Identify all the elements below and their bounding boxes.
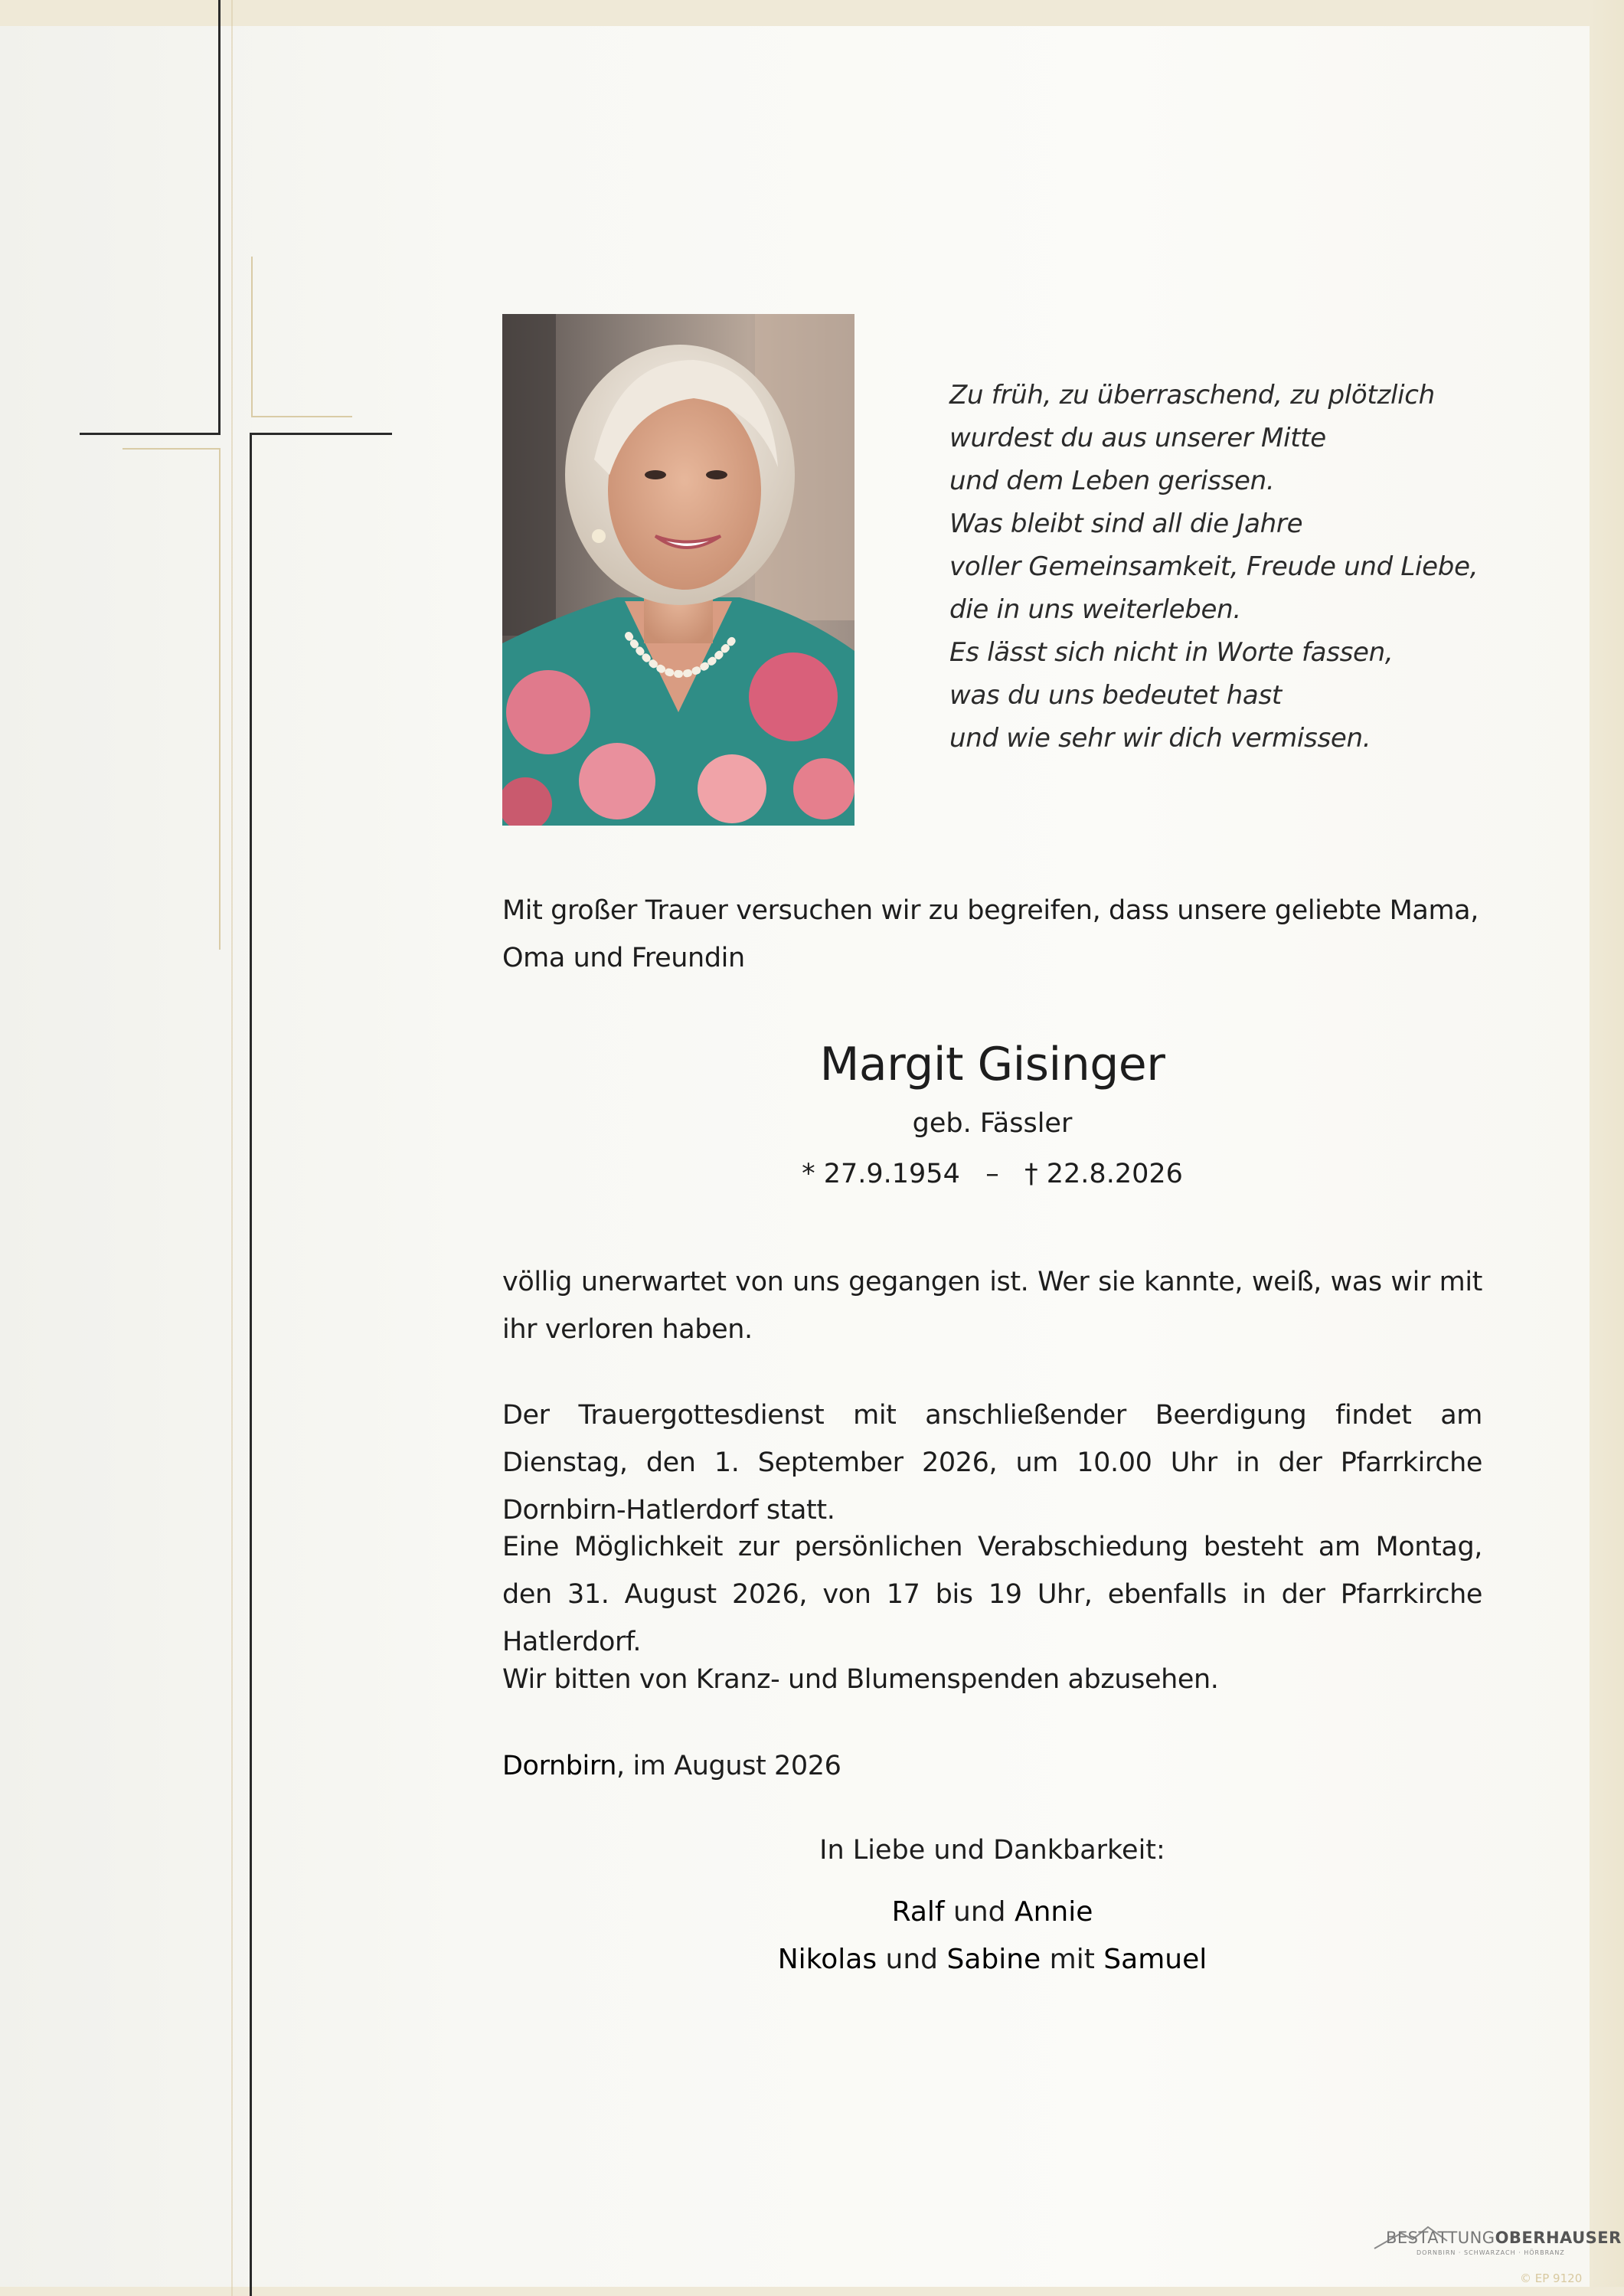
family-line-2 bbox=[502, 1936, 1482, 1984]
poem-line: Zu früh, zu überraschend, zu plötzlich bbox=[949, 380, 1435, 410]
birth-date: * 27.9.1954 bbox=[802, 1159, 960, 1189]
family-member: Nikolas bbox=[777, 1944, 877, 1975]
right-margin bbox=[1590, 0, 1624, 2296]
family-member: Ralf bbox=[891, 1896, 945, 1928]
life-dates bbox=[502, 1154, 1482, 1194]
date-dash: – bbox=[985, 1159, 999, 1189]
connector: und bbox=[877, 1944, 947, 1975]
paragraph-passing: völlig unerwartet von uns gegangen ist. Wer sie kannte, weiß, was wir mit ihr verloren haben. bbox=[502, 1267, 1482, 1345]
logo-word-2: OBERHAUSER bbox=[1495, 2229, 1622, 2247]
paragraph-flowers: Wir bitten von Kranz- und Blumenspenden abzusehen. bbox=[502, 1664, 1219, 1695]
poem-line: Es lässt sich nicht in Worte fassen, bbox=[949, 637, 1394, 668]
paragraph-funeral: Der Trauergottesdienst mit anschließender Beerdigung findet am Dienstag, den 1. September 2026, um 10.00 Uhr in der Pfarrkirche Dornbirn-Hatlerdorf statt. bbox=[502, 1400, 1482, 1526]
logo-word-1: BESTATTUNG bbox=[1386, 2229, 1495, 2247]
death-date: † 22.8.2026 bbox=[1024, 1159, 1183, 1189]
poem-line: die in uns weiterleben. bbox=[949, 594, 1241, 625]
family-member: Samuel bbox=[1103, 1944, 1207, 1975]
poem-line: was du uns bedeutet hast bbox=[949, 680, 1282, 711]
closing-line: In Liebe und Dankbarkeit: bbox=[819, 1835, 1165, 1866]
date-text: , im August 2026 bbox=[616, 1751, 841, 1781]
connector: mit bbox=[1041, 1944, 1104, 1975]
paragraph-farewell: Eine Möglichkeit zur persönlichen Verabschiedung besteht am Montag, den 31. August 2026, von 17 bis 19 Uhr, ebenfalls in der Pfarrkirche Hatlerdorf. bbox=[502, 1532, 1482, 1657]
bottom-margin bbox=[0, 2287, 1624, 2296]
memorial-poem bbox=[949, 374, 1531, 760]
poem-line: Was bleibt sind all die Jahre bbox=[949, 509, 1303, 539]
logo-subtitle: DORNBIRN · SCHWARZACH · HÖRBRANZ bbox=[1417, 2249, 1565, 2256]
deceased-name: Margit Gisinger bbox=[819, 1038, 1165, 1091]
poem-line: wurdest du aus unserer Mitte bbox=[949, 423, 1326, 453]
intro-text: Mit großer Trauer versuchen wir zu begreifen, dass unsere geliebte Mama, Oma und Freundin bbox=[502, 895, 1479, 973]
poem-line: und wie sehr wir dich vermissen. bbox=[949, 723, 1371, 754]
family-member: Sabine bbox=[946, 1944, 1041, 1975]
poem-line: und dem Leben gerissen. bbox=[949, 466, 1275, 496]
print-code: © EP 9120 bbox=[1520, 2271, 1583, 2285]
poem-line: voller Gemeinsamkeit, Freude und Liebe, bbox=[949, 551, 1479, 582]
place-name: Dornbirn bbox=[502, 1751, 617, 1781]
portrait-photo bbox=[502, 314, 854, 826]
place-date bbox=[502, 1742, 1482, 1790]
connector: und bbox=[944, 1896, 1015, 1928]
family-line-1 bbox=[502, 1889, 1482, 1936]
undertaker-logo bbox=[1386, 2229, 1622, 2247]
maiden-name: geb. Fässler bbox=[912, 1108, 1073, 1139]
top-margin bbox=[0, 0, 1624, 26]
family-member: Annie bbox=[1014, 1896, 1093, 1928]
